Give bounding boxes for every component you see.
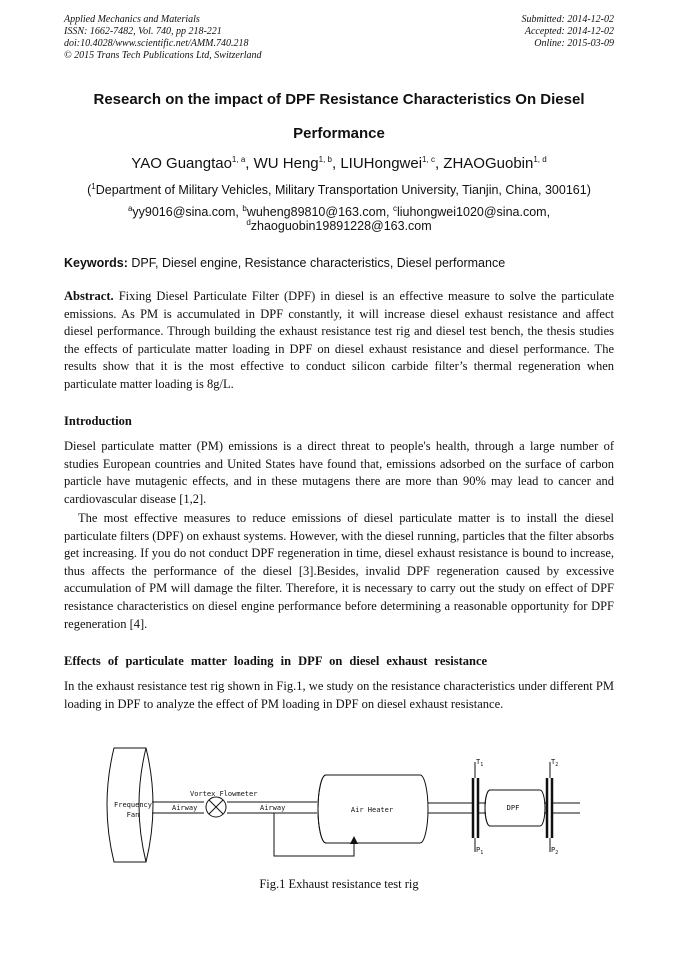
email-b[interactable]: wuheng89810@163.com xyxy=(246,205,387,219)
email-c[interactable]: liuhongwei1020@sina.com xyxy=(396,205,547,219)
airway-2-label: Airway xyxy=(260,804,286,812)
keywords xyxy=(64,256,505,270)
email-sup: a xyxy=(127,203,133,213)
air-heater-label: Air Heater xyxy=(350,806,394,814)
introduction-paragraph-2 xyxy=(64,510,614,633)
paper-title-line-2: Performance xyxy=(293,125,385,142)
figure-caption: Fig.1 Exhaust resistance test rig xyxy=(259,877,419,891)
author-sup: 1, b xyxy=(318,155,332,164)
author-name: LIUHongwei xyxy=(340,155,423,172)
author-list: YAO Guangtao$^{1, a}$, WU Heng$^{1, b}$, LIUHongwei$^{1, c}$, ZHAOGuobin$^{1, d}$ xyxy=(131,155,547,172)
journal-header xyxy=(64,14,262,62)
author-name: YAO Guangtao xyxy=(131,155,232,172)
t1-label: $T_1$ xyxy=(476,758,484,768)
p1-label: $P_1$ xyxy=(476,846,484,856)
return-pipe xyxy=(274,813,354,856)
email-sup: c xyxy=(392,203,397,213)
submitted-date: Submitted: 2014-12-02 xyxy=(521,14,614,25)
email-a[interactable]: yy9016@sina.com xyxy=(132,205,236,219)
fan-label-line-2: Fan xyxy=(126,811,140,819)
author-sup: 1, d xyxy=(533,155,547,164)
accepted-date: Accepted: 2014-12-02 xyxy=(524,26,614,37)
author-sup: 1, a xyxy=(231,155,246,164)
vortex-flowmeter-label: Vortex Flowmeter xyxy=(190,790,258,798)
introduction-paragraph-2-text: The most effective measures to reduce emissions of diesel particulate matter is to install the diesel particulate filters (DPF) on exhaust systems. However, with the diesel running, particles that the filter absorbs get increasing. If you do not conduct DPF regeneration in time, diesel exhaust resistance is bound to increase, thus affects the performance of the diesel [3].Besides, invalid DPF regeneration caused by excessive accumulation of PM will damage the filter. Therefore, it is necessary to carry out the study on effect of DPF resistance characteristics on diesel engine performance before determining a reasonable opportunity for DPF regeneration [4]. xyxy=(64,511,614,631)
dpf-label: DPF xyxy=(506,804,520,812)
email-d[interactable]: zhaoguobin19891228@163.com xyxy=(250,219,432,233)
section-paragraph: In the exhaust resistance test rig shown in Fig.1, we study on the resistance characteristics under different PM loading in DPF to analyze the effect of PM loading in DPF on diesel exhaust resistance. xyxy=(64,679,614,711)
author-sup: 1, c xyxy=(422,155,435,164)
affiliation-sup: 1 xyxy=(91,181,96,191)
doi-line[interactable]: doi:10.4028/www.scientific.net/AMM.740.218 xyxy=(64,38,249,49)
affiliation-text: Department of Military Vehicles, Military Transportation University, Tianjin, China, 300161 xyxy=(95,183,587,197)
air-heater-front xyxy=(318,775,326,843)
paper-title-line-1: Research on the impact of DPF Resistance Characteristics On Diesel xyxy=(93,91,585,108)
email-sup: d xyxy=(246,217,251,227)
p2-label: $P_2$ xyxy=(551,846,559,856)
introduction-paragraph-1: Diesel particulate matter (PM) emissions is a direct threat to people's health, through a large number of studies European countries and United States have found that, emissions adsorbed on the surface of carbon particle have mutagenic effects, and in these mutagens there are more than 90% may lead to cancer and cardiovascular disease [1,2]. xyxy=(64,439,614,506)
section-heading-effects: Effects of particulate matter loading in DPF on diesel exhaust resistance xyxy=(64,654,488,668)
affiliation: ($^1$Department of Military Vehicles, Military Transportation University, Tianjin, China, 300161) xyxy=(87,181,591,197)
introduction-heading: Introduction xyxy=(64,414,132,428)
abstract-text: Fixing Diesel Particulate Filter (DPF) in diesel is an effective measure to solve the particulate emissions. As PM is accumulated in DPF constantly, it will increase diesel exhaust resistance and affect diesel performance. Through building the exhaust resistance test rig and diesel test bench, the thesis studies the effects of particulate matter loading in DPF on diesel exhaust resistance and diesel performance. The results show that it is the most effective to conduct silicon carbide filter’s thermal regeneration when particulate matter loading is 8g/L. xyxy=(64,289,615,391)
issn-line: ISSN: 1662-7482, Vol. 740, pp 218-221 xyxy=(64,26,222,37)
dpf-front xyxy=(485,790,490,826)
dates-header xyxy=(522,14,615,50)
email-sup: b xyxy=(242,203,247,213)
airway-1-label: Airway xyxy=(172,804,198,812)
journal-name: Applied Mechanics and Materials xyxy=(64,14,200,25)
keywords-text: DPF, Diesel engine, Resistance characteristics, Diesel performance xyxy=(131,256,506,270)
author-name: WU Heng xyxy=(253,155,319,172)
exhaust-test-rig-diagram xyxy=(100,740,620,870)
fan-label-line-1: Frequency xyxy=(114,801,152,809)
online-date: Online: 2015-03-09 xyxy=(534,38,614,49)
abstract-label: Abstract. xyxy=(64,289,114,303)
abstract xyxy=(64,288,614,394)
t2-label: $T_2$ xyxy=(551,758,559,768)
author-name: ZHAOGuobin xyxy=(443,155,534,172)
keywords-label: Keywords: xyxy=(64,256,128,270)
copyright-line: © 2015 Trans Tech Publications Ltd, Switzerland xyxy=(64,50,262,61)
email-list: $^a$yy9016@sina.com, $^b$wuheng89810@163.com, $^c$liuhongwei1020@sina.com, $^d$zhaoguobin19891228@163.com xyxy=(127,203,551,233)
